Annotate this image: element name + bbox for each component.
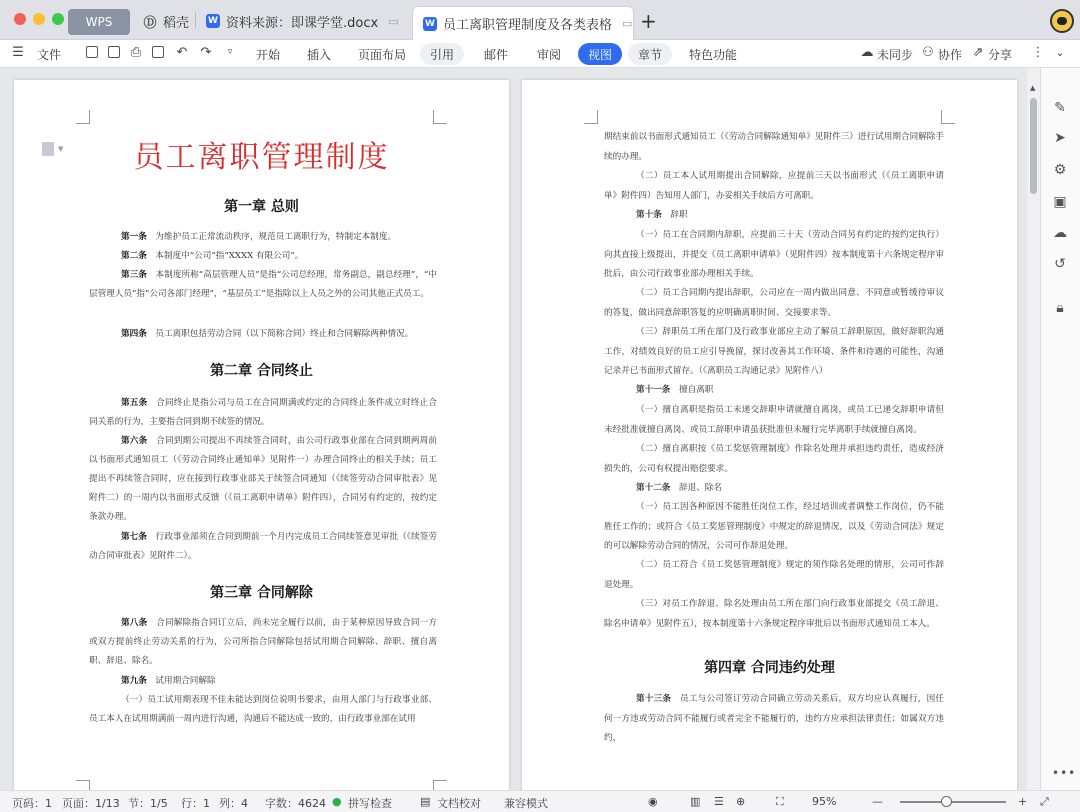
tab-daoke[interactable]: [133, 6, 195, 36]
ribbon-tab-view[interactable]: [578, 43, 622, 65]
ribbon-tab-mail[interactable]: [484, 43, 508, 65]
sync-status-label: 未同步: [877, 47, 914, 62]
article-number: 第二条: [121, 251, 147, 261]
eye-protect-icon[interactable]: ◉: [648, 795, 658, 808]
article-number: 第一条: [121, 232, 147, 242]
ribbon-tab-chapter[interactable]: [628, 43, 672, 65]
collaborate-label: 协作: [938, 47, 963, 62]
add-tab-button[interactable]: +: [640, 9, 657, 33]
collaborate-icon[interactable]: ⚇: [922, 44, 934, 60]
word-doc-icon: W: [423, 17, 437, 31]
ribbon-tab-label: 开始: [256, 47, 281, 62]
document-page-2[interactable]: [522, 80, 1017, 790]
margin-marker: [76, 780, 90, 790]
article-number: 第七条: [121, 532, 147, 542]
article-text: （二）擅自离职按《员工奖惩管理制度》作除名处理并承担违约责任，造成经济损失的，公司有权提出赔偿要求。: [604, 444, 944, 474]
article-text: 擅自离职: [679, 385, 714, 395]
outline-view-icon[interactable]: ☰: [714, 795, 724, 808]
collaborate-button[interactable]: [938, 43, 962, 65]
article-paragraph: [89, 394, 437, 432]
document-page-1[interactable]: [14, 80, 509, 790]
lock-icon[interactable]: 🔒︎: [1056, 300, 1064, 316]
article-paragraph: [89, 691, 437, 729]
status-column[interactable]: 列：4: [219, 797, 248, 810]
article-text: 试用期合同解除: [155, 676, 216, 686]
tab-document-source[interactable]: [196, 6, 408, 36]
tab-label: WPS: [85, 15, 113, 29]
article-text: 员工与公司签订劳动合同确立劳动关系后，双方均应认真履行，因任何一方违或劳动合同不能履行或者完全不能履行的，违约方应承担法律责任；如属双方违约，: [604, 694, 944, 743]
screen-icon[interactable]: ▭: [388, 14, 399, 28]
ribbon-tab-special[interactable]: [689, 43, 737, 65]
ribbon-tab-page-layout[interactable]: [358, 43, 406, 65]
zoom-slider-track[interactable]: [900, 801, 1006, 803]
article-number: 第十三条: [636, 694, 672, 704]
screen-icon[interactable]: ▭: [622, 17, 633, 30]
daoke-logo-icon: Ⓓ: [143, 15, 157, 31]
tab-document-active[interactable]: [412, 6, 634, 40]
status-row[interactable]: 行：1: [181, 797, 210, 810]
window-close-button[interactable]: [14, 13, 26, 25]
web-view-icon[interactable]: ⊕: [736, 795, 746, 808]
ribbon-tab-references[interactable]: [420, 43, 464, 65]
more-options-icon[interactable]: ⋮: [1031, 44, 1045, 60]
article-text: 行政事业部须在合同到期前一个月内完成员工合同续签意见审批（《续签劳动合同审批表》见附件二）。: [89, 532, 437, 561]
article-number: 第八条: [121, 618, 148, 628]
ribbon-tab-label: 视图: [588, 47, 613, 62]
margin-marker: [433, 110, 447, 124]
article-text: （一）员工在合同期内辞职，应提前三十天（劳动合同另有约定的按约定执行）向其直接上级提出，并提交《员工离职申请单》（见附件四）按本制度第十六条规定程序审批后，由公司行政事业部办理相关手续。: [604, 230, 944, 279]
article-paragraph: [604, 206, 944, 226]
chapter-heading: 第一章 总则: [224, 199, 299, 215]
share-button[interactable]: [988, 43, 1012, 65]
article-number: 第五条: [121, 398, 148, 408]
article-text: 员工离职包括劳动合同（以下简称合同）终止和合同解除两种情况。: [155, 329, 414, 339]
article-number: 第十二条: [636, 483, 671, 493]
article-paragraph: [604, 690, 944, 749]
tab-label: 稻壳: [163, 15, 190, 31]
print-preview-icon[interactable]: [150, 44, 166, 60]
window-minimize-button[interactable]: [33, 13, 45, 25]
spellcheck-button[interactable]: 拼写检查: [348, 797, 392, 810]
article-paragraph: [89, 228, 437, 247]
ribbon-tab-label: 邮件: [484, 47, 509, 62]
article-paragraph: [604, 479, 944, 499]
margin-marker: [941, 110, 955, 124]
article-number: 第四条: [121, 329, 147, 339]
article-paragraph: [604, 381, 944, 401]
adjust-settings-icon[interactable]: ⚙: [1053, 162, 1067, 178]
status-bar: [0, 790, 1080, 812]
cloud-sheet-icon[interactable]: ☁: [1053, 225, 1067, 241]
cloud-sync-icon[interactable]: ☁: [860, 44, 874, 60]
share-label: 分享: [988, 47, 1013, 62]
article-number: 第九条: [121, 676, 147, 686]
tab-label: 资料来源：即课学堂.docx: [226, 15, 379, 31]
quick-access-dropdown-icon[interactable]: ▿: [227, 47, 233, 57]
margin-marker: [76, 110, 90, 124]
document-workspace[interactable]: [0, 68, 1040, 790]
scroll-up-arrow-icon[interactable]: ▲: [1030, 84, 1036, 92]
file-menu-label: 文件: [37, 47, 62, 62]
article-text: 本制度所称“高层管理人员”是指“公司总经理，常务副总，副总经理”，“中层管理人员”指“公司各部门经理”，“基层员工”是指除以上人员之外的公司其他正式员工。: [89, 270, 437, 299]
article-paragraph: [89, 432, 437, 527]
fit-page-icon[interactable]: ⛶: [776, 795, 784, 808]
ribbon-tab-label: 引用: [430, 47, 455, 62]
article-number: 第十一条: [636, 385, 671, 395]
margin-marker: [584, 110, 598, 124]
tab-wps[interactable]: [68, 9, 130, 35]
check-circle-icon: ●: [332, 795, 342, 808]
article-paragraph: [89, 325, 437, 344]
article-text: （一）员工因各种原因不能胜任岗位工作，经过培训或者调整工作岗位，仍不能胜任工作的；或符合《员工奖惩管理制度》中规定的辞退情况，以及《劳动合同法》规定的可以解除劳动合同的情况，公司可作辞退处理。: [604, 502, 944, 551]
status-section[interactable]: 节：1/5: [128, 797, 168, 810]
more-icon[interactable]: •••: [1052, 766, 1077, 780]
image-edit-icon[interactable]: ▣: [1053, 194, 1067, 210]
article-text: 合同解除指合同订立后，尚未完全履行以前，由于某种原因导致合同一方或双方提前终止劳动关系的行为，公司所指合同解除包括试用期合同解除、辞职、擅自离职、辞退、除名。: [89, 618, 437, 666]
status-page[interactable]: 页面：1/13: [62, 797, 120, 810]
article-text: 辞退、除名: [679, 483, 722, 493]
proofread-button[interactable]: 文档校对: [437, 797, 481, 810]
history-icon[interactable]: ↺: [1054, 256, 1066, 272]
article-paragraph: [89, 266, 437, 304]
print-icon[interactable]: ⎙: [130, 44, 142, 60]
article-text: （一）擅自离职是指员工未递交辞职申请就擅自离岗，或员工已递交辞职申请但未经批准就擅自离岗、或员工辞职申请虽获批准但未履行完毕离职手续就擅自离岗。: [604, 405, 944, 435]
ribbon-tab-label: 插入: [307, 47, 332, 62]
margin-marker: [433, 780, 447, 790]
ribbon-tab-start[interactable]: [256, 43, 280, 65]
tab-label: 员工离职管理制度及各类表格: [443, 18, 613, 33]
ribbon-tab-label: 页面布局: [358, 47, 407, 62]
chevron-down-icon[interactable]: ▼: [58, 145, 64, 153]
chapter-heading: 第二章 合同终止: [210, 363, 313, 379]
title-bar: [0, 0, 1080, 40]
article-text: （三）辞职员工所在部门及行政事业部应主动了解员工辞职原因，做好辞职沟通工作，对绩效良好的员工应引导挽留，探讨改善其工作环境、条件和待遇的可能性，沟通记录并已书面形式留存。（《离职员工沟通记录》见附件八）: [604, 327, 944, 376]
ribbon-tab-label: 审阅: [537, 47, 562, 62]
page-view-icon[interactable]: ▥: [690, 795, 701, 808]
chevron-down-icon[interactable]: ⌄: [1055, 45, 1065, 59]
zoom-out-button[interactable]: —: [872, 795, 883, 808]
scrollbar-thumb[interactable]: [1030, 98, 1037, 194]
ribbon-tab-label: 章节: [638, 47, 663, 62]
redo-icon[interactable]: ↷: [200, 44, 212, 60]
document-title: 员工离职管理制度: [133, 140, 390, 175]
fullscreen-icon[interactable]: ⤢: [1040, 795, 1049, 808]
article-text: （三）对员工作辞退、除名处理由员工所在部门向行政事业部提交《员工辞退、除名申请单》见附件五），按本制度第十六条规定程序审批后以书面形式通知员工本人。: [604, 599, 944, 629]
article-text: 期结束前以书面形式通知员工（《劳动合同解除通知单》见附件三）进行试用期合同解除手续的办理。: [604, 132, 944, 162]
article-paragraph: [89, 672, 437, 691]
zoom-in-button[interactable]: +: [1018, 795, 1028, 808]
article-text: 本制度中“公司”指“XXXX 有限公司”。: [155, 251, 304, 261]
article-paragraph: [89, 614, 437, 671]
pen-edit-icon[interactable]: ✎: [1054, 100, 1066, 116]
export-pdf-icon[interactable]: [106, 44, 122, 60]
undo-icon[interactable]: ↶: [176, 44, 188, 60]
article-text: 合同到期公司提出不再续签合同时，由公司行政事业部在合同到期两周前以书面形式通知员工（《劳动合同终止通知单》见附件一）办理合同终止的相关手续；员工提出不再续签合同时，应在接到行政事业部关于续签合同通知（《续签劳动合同审批表》见附件二）的一周内以书面形式反馈（《员工离职申请单》附件四），合同另有约定的，按约定条款办理。: [89, 436, 437, 522]
article-number: 第六条: [121, 436, 148, 446]
file-menu[interactable]: [37, 43, 61, 65]
article-paragraph: [89, 528, 437, 566]
article-text: （一）员工试用期表现不佳未能达到岗位说明书要求，由用人部门与行政事业部、员工本人在试用期满前一周内进行沟通，沟通后不能达成一致的，由行政事业部在试用: [89, 695, 437, 724]
ribbon-tab-review[interactable]: [537, 43, 561, 65]
word-doc-icon: W: [206, 14, 220, 28]
ribbon-tab-label: 特色功能: [689, 47, 738, 62]
compat-mode-label[interactable]: 兼容模式: [504, 797, 548, 810]
article-number: 第十条: [636, 210, 662, 220]
zoom-slider-knob[interactable]: [941, 796, 952, 807]
sync-status[interactable]: [877, 43, 913, 65]
menu-bar: [0, 40, 1080, 68]
avatar[interactable]: [1050, 9, 1074, 33]
article-text: （二）员工符合《员工奖惩管理制度》规定的须作除名处理的情形，公司可作辞退处理。: [604, 560, 944, 590]
article-text: 合同终止是指公司与员工在合同期满或约定的合同终止条件成立时终止合同关系的行为，主要指合同到期不续签的情况。: [89, 398, 437, 427]
ribbon-tab-insert[interactable]: [307, 43, 331, 65]
share-icon[interactable]: ⇗: [972, 44, 984, 60]
article-text: 辞职: [670, 210, 688, 220]
article-number: 第三条: [121, 270, 147, 280]
article-paragraph: [89, 247, 437, 266]
cursor-select-icon[interactable]: ➤: [1054, 130, 1066, 146]
save-icon[interactable]: [84, 44, 100, 60]
zoom-level[interactable]: 95%: [812, 795, 837, 808]
hamburger-menu-icon[interactable]: ☰: [12, 44, 24, 60]
article-text: （二）员工本人试用期提出合同解除，应提前三天以书面形式（《员工离职申请单》附件四）告知用人部门，办妥相关手续后方可离职。: [604, 171, 944, 201]
article-text: 为维护员工正常流动秩序，规范员工离职行为，特制定本制度。: [155, 232, 397, 242]
chapter-heading: 第三章 合同解除: [210, 585, 313, 601]
status-page-code[interactable]: 页码：1: [12, 797, 52, 810]
proofread-icon: ▤: [420, 795, 431, 808]
article-text: （二）员工合同期内提出辞职，公司应在一周内做出同意、不同意或暂缓待审议的答复，做出同意辞职答复的应明确离职时间、交接要求等。: [604, 288, 944, 318]
window-zoom-button[interactable]: [52, 13, 64, 25]
chapter-heading: 第四章 合同违约处理: [704, 660, 835, 676]
status-word-count[interactable]: 字数：4624: [265, 797, 326, 810]
